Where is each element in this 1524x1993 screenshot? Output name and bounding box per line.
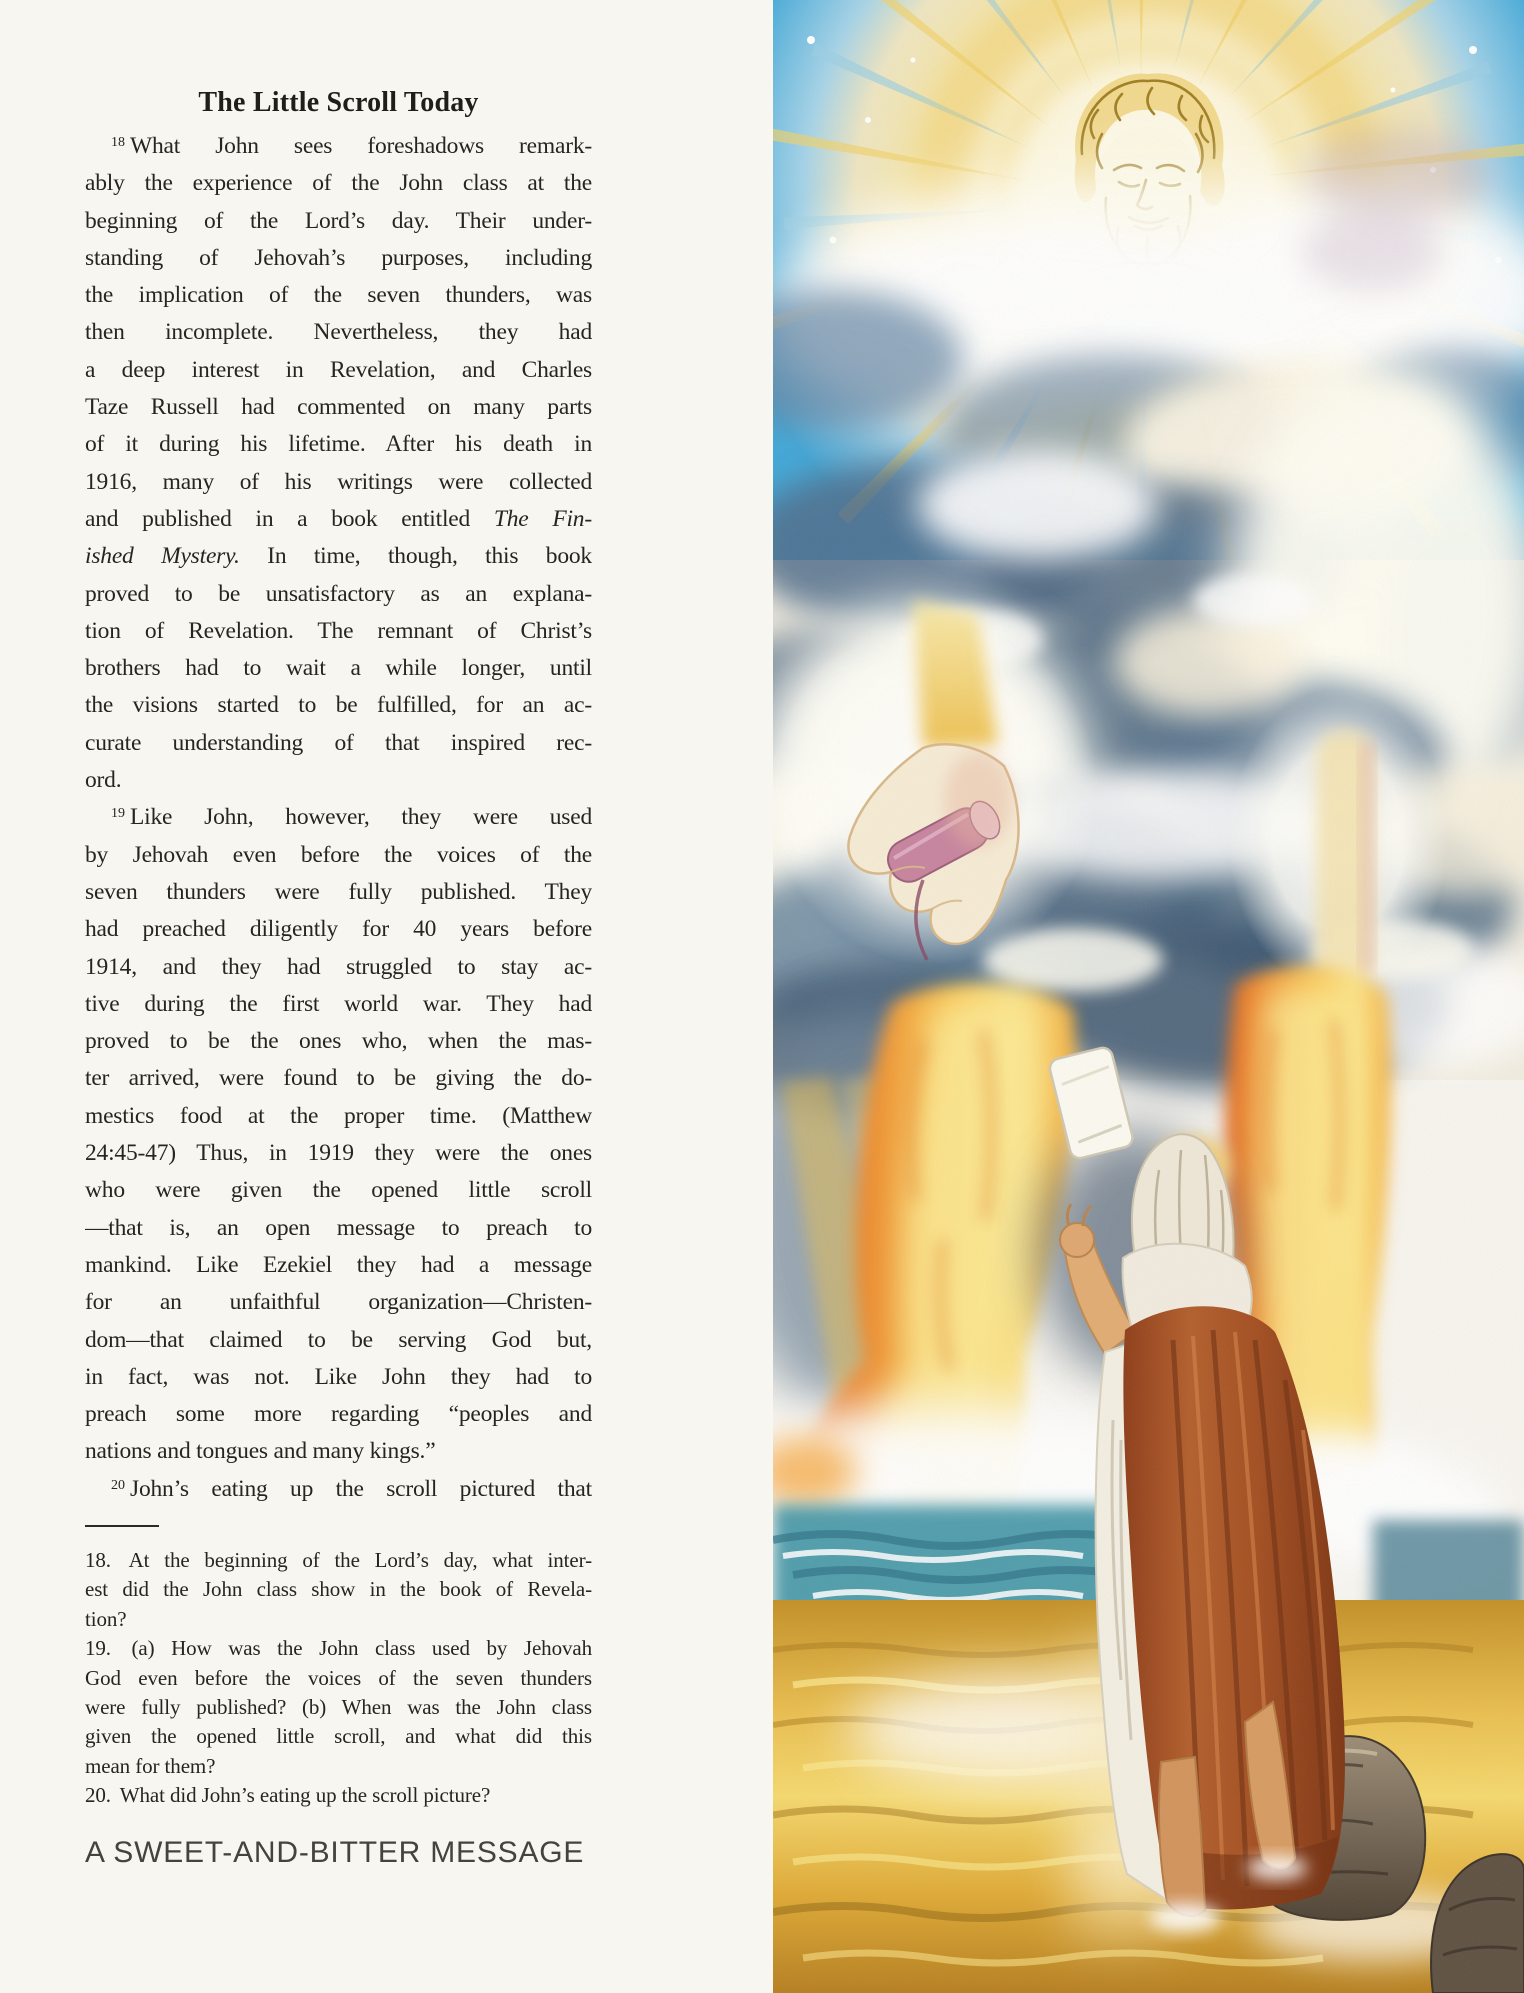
text-line: Taze Russell had commented on many parts <box>85 394 592 421</box>
footnote <box>85 1546 592 1634</box>
text-line: had preached diligently for 40 years before <box>85 916 592 943</box>
text-line: brothers had to wait a while longer, until <box>85 655 592 682</box>
footnote-line: 18. At the beginning of the Lord’s day, what inter- <box>85 1547 592 1572</box>
footnote-line: est did the John class show in the book of Revela- <box>85 1577 592 1602</box>
text-line: seven thunders were fully published. They <box>85 878 592 905</box>
footnote-number: 18. <box>85 1547 111 1572</box>
footnote <box>85 1781 592 1810</box>
text-line: by Jehovah even before the voices of the <box>85 841 592 868</box>
footnote-rule <box>85 1525 159 1527</box>
text-line: then incomplete. Nevertheless, they had <box>85 319 592 346</box>
text-line: the implication of the seven thunders, was <box>85 282 592 309</box>
text-line: ter arrived, were found to be giving the do- <box>85 1065 592 1092</box>
text-line: $^{19}$ Like John, however, they were used <box>111 804 592 831</box>
footnote <box>85 1634 592 1781</box>
text-line: a deep interest in Revelation, and Charles <box>85 356 592 383</box>
illustration <box>773 0 1524 1993</box>
footnote-line: 20. What did John’s eating up the scroll picture? <box>85 1783 491 1808</box>
footnote-line: given the opened little scroll, and what did this <box>85 1724 592 1749</box>
text-column <box>85 86 592 1811</box>
body-paragraph <box>85 1471 592 1508</box>
footnote-line: mean for them? <box>85 1753 216 1778</box>
text-line: proved to be the ones who, when the mas- <box>85 1028 592 1055</box>
text-line: $^{18}$ What John sees foreshadows remark- <box>111 133 592 159</box>
body-paragraph <box>85 128 592 799</box>
footnote-number: 20. <box>85 1783 111 1808</box>
running-footer: A SWEET-AND-BITTER MESSAGE <box>85 1836 585 1869</box>
paragraphs <box>85 128 592 1508</box>
paragraph-number: 19 <box>111 806 125 822</box>
text-line: proved to be unsatisfactory as an explana- <box>85 580 592 607</box>
grain-overlay <box>773 0 1524 1993</box>
text-line: beginning of the Lord’s day. Their under- <box>85 207 592 234</box>
text-line: ord. <box>85 767 122 794</box>
text-line: mestics food at the proper time. (Matthew <box>85 1102 592 1129</box>
section-heading: The Little Scroll Today <box>198 87 479 118</box>
text-line: 1914, and they had struggled to stay ac- <box>85 953 592 980</box>
text-line: —that is, an open message to preach to <box>85 1214 592 1241</box>
text-line: mankind. Like Ezekiel they had a message <box>85 1251 592 1278</box>
text-line: 24:45-47) Thus, in 1919 they were the ones <box>85 1140 592 1167</box>
text-line: $^{20}$ John’s eating up the scroll pictured that <box>111 1475 592 1502</box>
text-line: and published in a book entitled The Fin- <box>85 505 592 532</box>
text-line: standing of Jehovah’s purposes, including <box>85 244 592 271</box>
text-line: the visions started to be fulfilled, for an ac- <box>85 692 592 719</box>
footnote-line: were fully published? (b) When was the John class <box>85 1694 592 1719</box>
paragraph-number: 20 <box>111 1477 125 1493</box>
text-line: who were given the opened little scroll <box>85 1177 592 1204</box>
text-line: nations and tongues and many kings.” <box>85 1438 436 1465</box>
text-line: ably the experience of the John class at the <box>85 170 592 197</box>
footnote-line: God even before the voices of the seven thunders <box>85 1665 592 1690</box>
footnote-line: 19. (a) How was the John class used by Jehovah <box>85 1636 592 1661</box>
text-line: tive during the first world war. They had <box>85 990 592 1017</box>
text-line: 1916, many of his writings were collected <box>85 468 592 495</box>
text-line: of it during his lifetime. After his death in <box>85 431 592 458</box>
text-line: dom—that claimed to be serving God but, <box>85 1326 592 1353</box>
text-line: preach some more regarding “peoples and <box>85 1401 592 1428</box>
footnote-line: tion? <box>85 1606 127 1631</box>
paragraph-number: 18 <box>111 135 125 150</box>
text-line: ished Mystery. In time, though, this book <box>85 543 592 570</box>
text-line: curate understanding of that inspired rec- <box>85 729 592 756</box>
text-line: tion of Revelation. The remnant of Christ’s <box>85 617 592 644</box>
text-line: for an unfaithful organization—Christen- <box>85 1289 592 1316</box>
body-paragraph <box>85 799 592 1470</box>
text-line: in fact, was not. Like John they had to <box>85 1363 592 1390</box>
footnote-number: 19. <box>85 1636 111 1661</box>
footnotes <box>85 1546 592 1811</box>
